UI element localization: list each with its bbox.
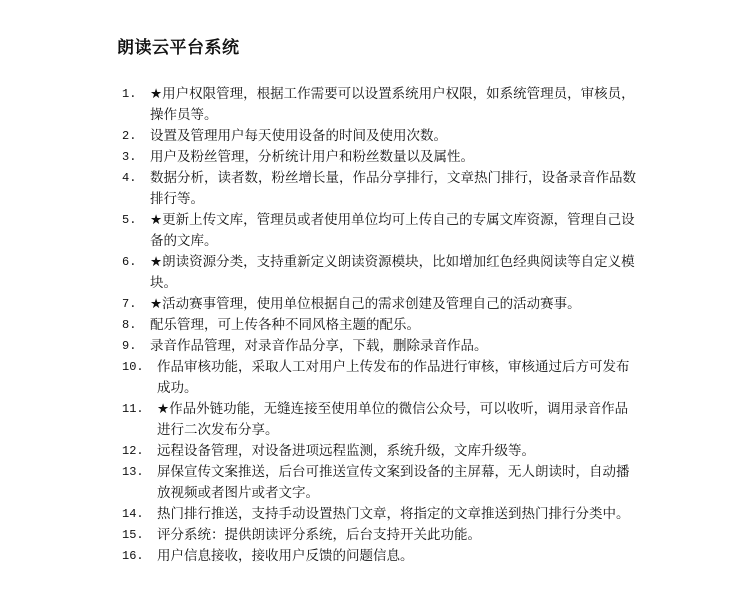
list-item-text: 远程设备管理，对设备进项远程监测，系统升级，文库升级等。 — [157, 443, 535, 459]
list-item-text: 热门排行推送，支持手动设置热门文章，将指定的文章推送到热门排行分类中。 — [157, 506, 630, 522]
list-item-number: 12. — [122, 444, 144, 458]
list-item — [122, 462, 637, 504]
list-item-text: ★朗读资源分类，支持重新定义朗读资源模块，比如增加红色经典阅读等自定义模块。 — [150, 254, 635, 291]
list-item-text: 评分系统：提供朗读评分系统，后台支持开关此功能。 — [157, 527, 481, 543]
list-item-number: 15. — [122, 528, 144, 542]
list-item-number: 9. — [122, 339, 137, 353]
list-item-text: 作品审核功能，采取人工对用户上传发布的作品进行审核，审核通过后方可发布成功。 — [157, 359, 630, 396]
list-item — [122, 147, 637, 168]
list-item-number: 2. — [122, 129, 137, 143]
list-item-text: 录音作品管理，对录音作品分享，下载，删除录音作品。 — [150, 338, 488, 354]
list-item-text: ★用户权限管理，根据工作需要可以设置系统用户权限，如系统管理员，审核员，操作员等。 — [150, 86, 635, 123]
list-item-number: 5. — [122, 213, 137, 227]
list-item — [122, 252, 637, 294]
list-item — [122, 441, 637, 462]
list-item-number: 4. — [122, 171, 137, 185]
list-item-text: ★活动赛事管理，使用单位根据自己的需求创建及管理自己的活动赛事。 — [150, 296, 581, 312]
list-item-number: 8. — [122, 318, 137, 332]
list-item — [122, 315, 637, 336]
list-item-number: 14. — [122, 507, 144, 521]
page-title: 朗读云平台系统 — [117, 38, 240, 58]
list-item-text: ★更新上传文库，管理员或者使用单位均可上传自己的专属文库资源，管理自己设备的文库。 — [150, 212, 635, 249]
list-item — [122, 357, 637, 399]
list-item-text: ★作品外链功能，无缝连接至使用单位的微信公众号，可以收听，调用录音作品进行二次发布分享。 — [157, 401, 629, 438]
list-item-text: 用户及粉丝管理，分析统计用户和粉丝数量以及属性。 — [150, 149, 474, 165]
list-item-number: 6. — [122, 255, 137, 269]
list-item — [122, 168, 637, 210]
list-item-text: 数据分析，读者数，粉丝增长量，作品分享排行，文章热门排行，设备录音作品数排行等。 — [150, 170, 636, 207]
list-item-text: 设置及管理用户每天使用设备的时间及使用次数。 — [150, 128, 447, 144]
list-item — [122, 84, 637, 126]
feature-list — [122, 84, 637, 567]
list-item-text: 配乐管理，可上传各种不同风格主题的配乐。 — [150, 317, 420, 333]
list-item — [122, 210, 637, 252]
list-item-number: 11. — [122, 402, 144, 416]
list-item — [122, 126, 637, 147]
list-item-number: 3. — [122, 150, 137, 164]
list-item-number: 7. — [122, 297, 137, 311]
list-item — [122, 294, 637, 315]
list-item-number: 10. — [122, 360, 144, 374]
list-item — [122, 525, 637, 546]
list-item — [122, 336, 637, 357]
list-item — [122, 546, 637, 567]
list-item-text: 用户信息接收，接收用户反馈的问题信息。 — [157, 548, 414, 564]
list-item — [122, 399, 637, 441]
list-item-number: 13. — [122, 465, 144, 479]
list-item — [122, 504, 637, 525]
list-item-number: 16. — [122, 549, 144, 563]
list-item-text: 屏保宣传文案推送，后台可推送宣传文案到设备的主屏幕，无人朗读时，自动播放视频或者图片或者文字。 — [157, 464, 630, 501]
list-item-number: 1. — [122, 87, 137, 101]
